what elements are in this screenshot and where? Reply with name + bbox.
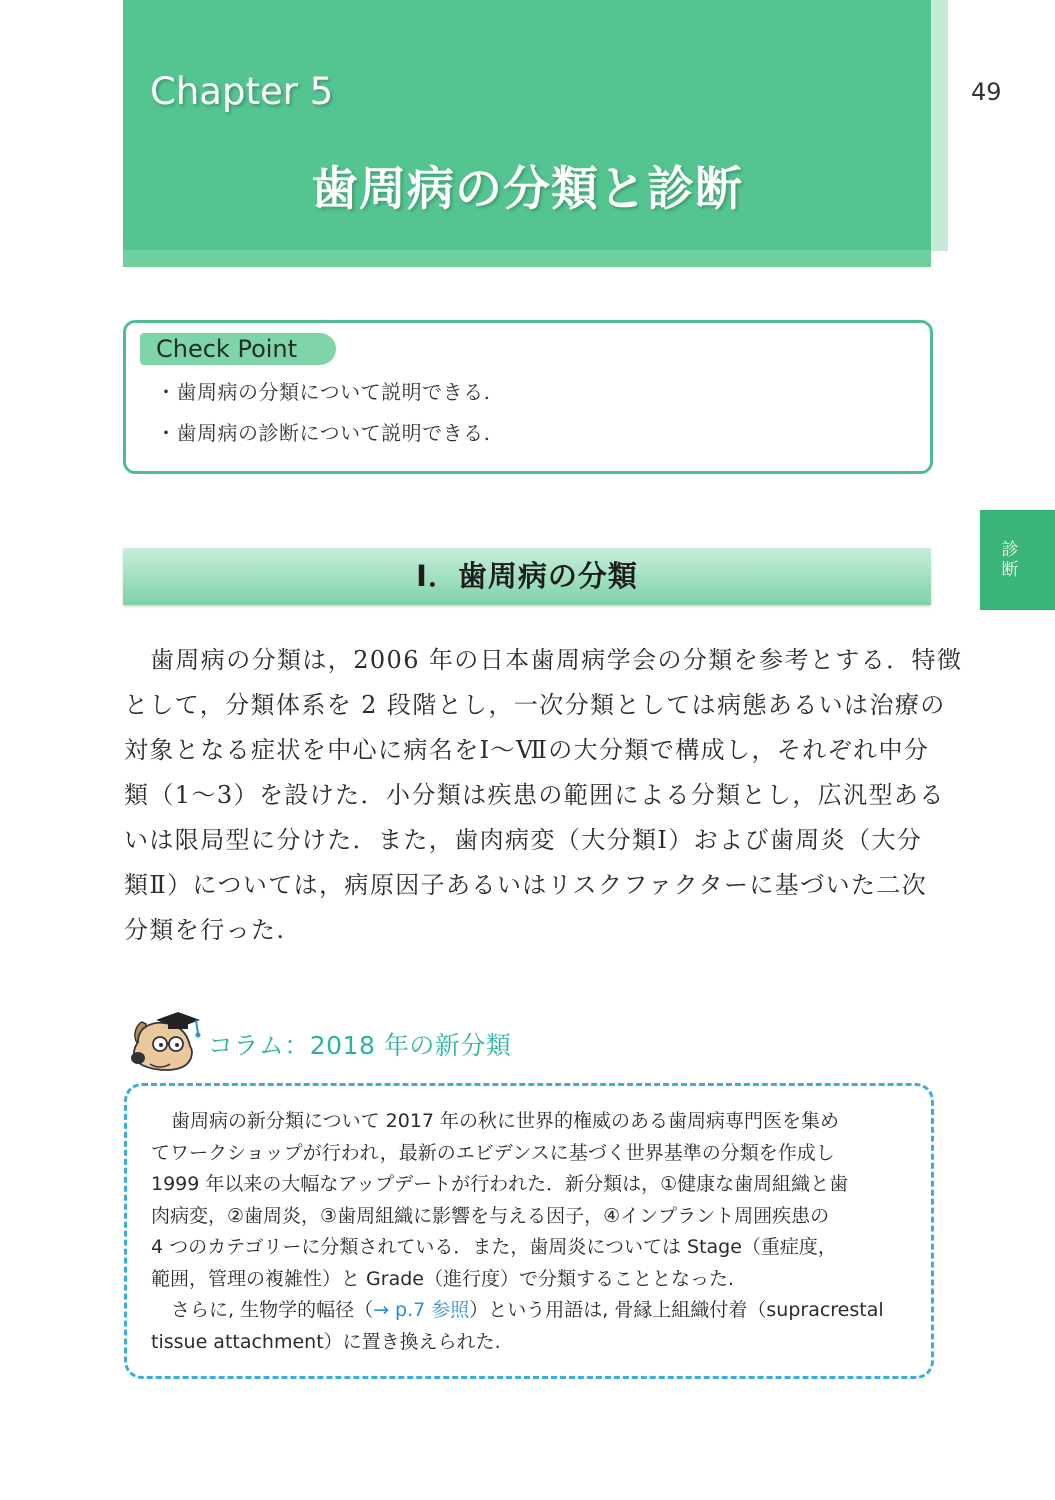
section-heading: Ⅰ．歯周病の分類: [123, 548, 931, 605]
column-line: 肉病変，②歯周炎，③歯周組織に影響を与える因子，④インプラント周囲疾患の: [151, 1204, 830, 1227]
body-paragraph: [124, 640, 963, 955]
side-index-tab[interactable]: [980, 510, 1055, 610]
column-line: 4 つのカテゴリーに分類されている．また，歯周炎については Stage（重症度，: [151, 1236, 837, 1258]
paragraph-line: 分類を行った.: [124, 916, 286, 944]
paragraph-line: として，分類体系を 2 段階とし，一次分類としては病態あるいは治療の: [124, 691, 946, 719]
paragraph-line: 対象となる症状を中心に病名をⅠ～Ⅶの大分類で構成し，それぞれ中分: [124, 736, 930, 764]
paragraph-line: いは限局型に分けた．また，歯肉病変（大分類Ⅰ）および歯周炎（大分: [124, 826, 923, 854]
column-line: てワークショップが行われ，最新のエビデンスに基づく世界基準の分類を作成し: [151, 1141, 835, 1164]
paragraph-line: 類Ⅱ）については，病原因子あるいはリスクファクターに基づいた二次: [124, 871, 928, 899]
page-reference-link[interactable]: → p.7 参照: [373, 1299, 470, 1321]
column-text-fragment: さらに, 生物学的幅径（: [171, 1299, 374, 1321]
column-line: tissue attachment）に置き換えられた.: [151, 1330, 501, 1353]
dog-professor-mascot-icon: [124, 1008, 208, 1080]
column-text: [151, 1106, 911, 1358]
chapter-title: 歯周病の分類と診断: [311, 162, 743, 217]
chapter-header-underbar: [123, 248, 931, 267]
chapter-label: Chapter 5: [150, 70, 334, 113]
column-title: コラム：2018 年の新分類: [208, 1031, 512, 1060]
check-point-label: Check Point: [140, 333, 336, 365]
column-line: 範囲，管理の複雑性）と Grade（進行度）で分類することとなった.: [151, 1267, 735, 1290]
column-line: 1999 年以来の大幅なアップデートが行われた．新分類は，①健康な歯周組織と歯: [151, 1173, 849, 1195]
side-index-tab-label: 診断: [1001, 540, 1019, 580]
paragraph-line: 歯周病の分類は，2006 年の日本歯周病学会の分類を参考とする．特徴: [150, 646, 963, 674]
column-line: 歯周病の新分類について 2017 年の秋に世界的権威のある歯周病専門医を集め: [171, 1110, 840, 1132]
page-number: 49: [971, 78, 1002, 106]
column-text-fragment: ）という用語は, 骨縁上組織付着（supracrestal: [469, 1299, 884, 1321]
paragraph-line: 類（1～3）を設けた．小分類は疾患の範囲による分類とし，広汎型ある: [124, 781, 945, 809]
column-line: [151, 1295, 911, 1327]
check-point-item: ・歯周病の診断について説明できる.: [156, 421, 491, 445]
check-point-item: ・歯周病の分類について説明できる.: [156, 380, 491, 404]
